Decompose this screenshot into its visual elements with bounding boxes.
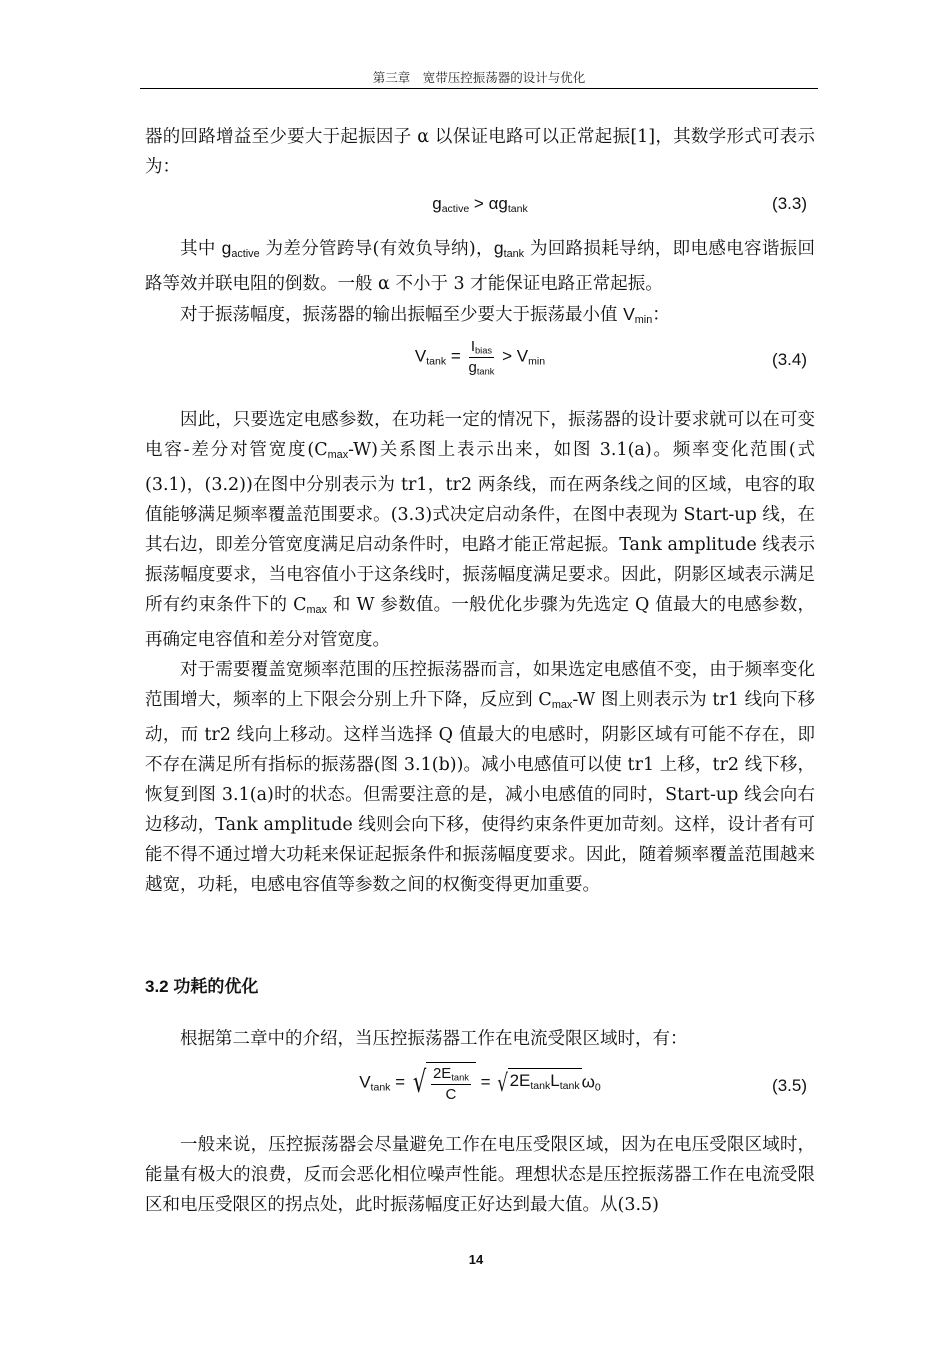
equation-3-5 xyxy=(145,1062,815,1112)
p2-g2: g xyxy=(493,238,504,258)
eq35-sub-tank-e: tank xyxy=(530,1079,551,1092)
header-rule xyxy=(140,88,818,89)
p4-text-c: 和 W 参数值。一般优化步骤为先选定 Q 值最大的电感参数，再确定电容值和差分对管宽度。 xyxy=(145,595,815,651)
p4-text-a: 因此，只要选定电感参数，在功耗一定的情况下，振荡器的设计要求就可以在可变电容-差分对管宽度(C xyxy=(145,410,815,460)
eq34-sub-min: min xyxy=(528,355,546,368)
running-header: 第三章 宽带压控振荡器的设计与优化 xyxy=(372,70,586,85)
p2-text-c: 为回路损耗导纳，即电感电容谐振回路等效并联电阻的倒数。一般 α 不小于 3 才能保证电路正常起振。 xyxy=(145,239,816,295)
equation-3-3 xyxy=(145,194,815,234)
paragraph-1-block xyxy=(145,122,815,182)
eq34-sub-tank2: tank xyxy=(476,366,495,377)
paragraph-2 xyxy=(145,233,815,299)
eq35-numerator xyxy=(431,1065,471,1085)
eq35-num-e: 2E xyxy=(432,1065,452,1082)
paragraph-3 xyxy=(145,299,815,335)
eq34-sub-bias: bias xyxy=(475,345,493,356)
paragraph-6: 根据第二章中的介绍，当压控振荡器工作在电流受限区域时，有： xyxy=(180,1029,688,1049)
eq34-numerator xyxy=(469,338,494,358)
paragraph-4-5-block xyxy=(145,405,815,900)
paragraph-1: 器的回路增益至少要大于起振因子 α 以保证电路可以正常起振[1]，其数学形式可表示为： xyxy=(145,127,815,177)
p2-text-a: 其中 xyxy=(180,239,222,259)
equation-3-4 xyxy=(145,338,815,386)
equation-3-4-number: (3.4) xyxy=(772,350,807,369)
eq33-g2: g xyxy=(498,194,508,213)
paragraph-7-block xyxy=(145,1130,815,1220)
eq35-under-radical-1 xyxy=(426,1062,476,1104)
p3-text-a: 对于振荡幅度，振荡器的输出振幅至少要大于振荡最小值 xyxy=(180,305,624,326)
eq34-fraction xyxy=(469,338,495,376)
p2-g: g xyxy=(221,238,232,258)
p5-sub-max: max xyxy=(551,699,573,712)
eq35-sqrt-product xyxy=(495,1068,581,1098)
equation-3-3-body xyxy=(145,194,815,215)
equation-3-4-body xyxy=(145,338,815,376)
eq35-sub-tank-n: tank xyxy=(451,1072,469,1083)
p5-text-b: -W 图上则表示为 tr1 线向下移动，而 tr2 线向上移动。这样当选择 Q 值最大的电感时，阴影区域有可能不存在，即不存在满足所有指标的振荡器(图 3.1(b))。减小电感值可以使 tr1 上移，tr2 线下移，恢复到图 3.1(a)时的状态。但需要注意的是，减小电感值的同时，Start-up 线会向右边移动，Tank amplitude 线则会向下移，使得约束条件更加苛刻。这样，设计者有可能不得不通过增大功耗来保证起振条件和振荡幅度要求。因此，随着频率覆盖范围越来越宽，功耗，电感电容值等参数之间的权衡变得更加重要。 xyxy=(145,690,815,896)
eq33-sub-active: active xyxy=(441,202,470,215)
eq34-g: g xyxy=(468,358,477,376)
eq34-denominator xyxy=(469,358,495,377)
eq35-r-e: 2E xyxy=(509,1071,531,1090)
sqrt-radical-icon-2: √ xyxy=(497,1069,509,1097)
p4-sub-max2: max xyxy=(306,604,327,617)
eq35-sub-tank-l: tank xyxy=(559,1079,580,1092)
sqrt-radical-icon: √ xyxy=(412,1065,427,1100)
eq35-r-l: L xyxy=(550,1071,560,1090)
eq35-equals: = xyxy=(390,1072,410,1092)
eq34-sub-tank: tank xyxy=(426,355,447,368)
p3-v: V xyxy=(623,304,635,325)
eq33-g: g xyxy=(432,194,442,213)
eq35-sub-0: 0 xyxy=(594,1081,601,1094)
p5-text-a: 对于需要覆盖宽频率范围的压控振荡器而言，如果选定电感值不变，由于频率变化范围增大，频率的上下限会分别上升下降，反应到 C xyxy=(145,660,815,711)
eq34-i: I xyxy=(470,338,476,355)
eq35-sqrt-fraction xyxy=(410,1062,476,1104)
paragraph-7: 一般来说，压控振荡器会尽量避免工作在电压受限区域，因为在电压受限区域时，能量有极大的浪费，反而会恶化相位噪声性能。理想状态是压控振荡器工作在电流受限区和电压受限区的拐点处，此时振荡幅度正好达到最大值。从(3.5) xyxy=(145,1135,815,1215)
eq33-sub-tank: tank xyxy=(507,202,528,215)
p2-sub-active: active xyxy=(231,248,260,261)
eq34-equals: = xyxy=(446,346,466,366)
section-heading: 3.2 功耗的优化 xyxy=(145,977,259,996)
p3-sub-min: min xyxy=(634,314,653,327)
p4-sub-max: max xyxy=(327,449,349,462)
eq34-v: V xyxy=(414,346,427,366)
paragraph-4 xyxy=(145,405,815,655)
eq35-omega: ω xyxy=(581,1072,595,1092)
eq35-denominator: C xyxy=(445,1085,457,1103)
equation-3-5-body xyxy=(145,1062,815,1104)
eq33-operator: > α xyxy=(469,194,499,213)
p2-sub-tank: tank xyxy=(503,248,525,261)
p3-text-b: ： xyxy=(652,305,670,326)
p4-text-b: -W)关系图上表示出来，如图 3.1(a)。频率变化范围(式(3.1)，(3.2))在图中分别表示为 tr1，tr2 两条线，而在两条线之间的区域，电容的取值能够满足频率覆盖范围要求。(3.3)式决定启动条件，在图中表现为 Start-up 线，在其右边，即差分管宽度满足启动条件时，电路才能正常起振。Tank amplitude 线表示振荡幅度要求，当电容值小于这条线时，振荡幅度满足要求。因此，阴影区域表示满足所有约束条件下的 C xyxy=(145,440,815,616)
eq35-v: V xyxy=(359,1072,371,1092)
eq35-under-radical-2 xyxy=(508,1068,582,1098)
eq35-equals-2: = xyxy=(475,1072,496,1092)
eq35-fraction xyxy=(431,1065,471,1103)
eq35-sub-tank: tank xyxy=(370,1081,391,1094)
equation-3-5-number: (3.5) xyxy=(772,1076,807,1095)
paragraph-6-block xyxy=(145,1024,815,1054)
page-number: 14 xyxy=(468,1252,484,1267)
eq34-operator: > V xyxy=(497,346,529,366)
equation-3-3-number: (3.3) xyxy=(772,194,807,213)
p2-text-b: 为差分管跨导(有效负导纳)， xyxy=(259,239,494,259)
paragraph-5 xyxy=(145,655,815,900)
paragraph-2-3-block xyxy=(145,233,815,335)
